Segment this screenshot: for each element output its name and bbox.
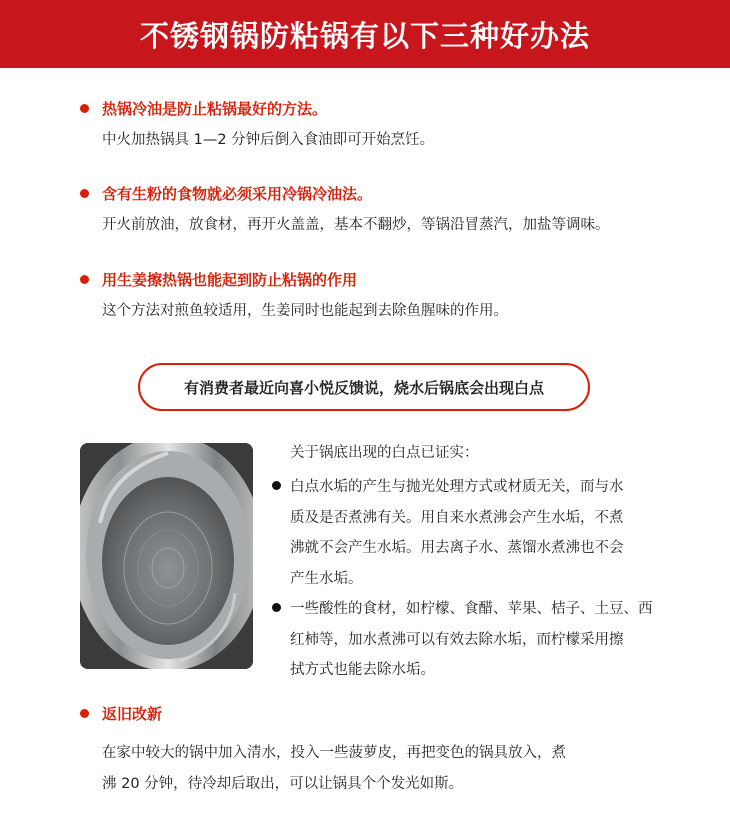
title-banner	[0, 0, 730, 68]
renew-line: 沸 20 分钟，待冷却后取出，可以让锅具个个发光如斯。	[102, 776, 464, 792]
tip-title: 用生姜擦热锅也能起到防止粘锅的作用	[102, 270, 358, 289]
feedback-text: 有消费者最近向喜小悦反馈说，烧水后锅底会出现白点	[183, 378, 544, 397]
tip-body: 这个方法对煎鱼较适用，生姜同时也能起到去除鱼腥味的作用。	[102, 303, 508, 319]
tip-body: 开火前放油，放食材，再开火盖盖，基本不翻炒，等锅沿冒蒸汽，加盐等调味。	[102, 217, 610, 233]
renew-section	[80, 702, 162, 724]
tip-hot-pan-cold-oil	[80, 97, 434, 149]
bullet-icon	[272, 603, 281, 612]
pot-photo	[80, 443, 253, 669]
facts-title: 关于锅底出现的白点已证实：	[290, 445, 479, 461]
renew-line: 在家中较大的锅中加入清水，投入一些菠萝皮，再把变色的锅具放入，煮	[102, 745, 566, 761]
fact-line: 一些酸性的食材，如柠檬、食醋、苹果、桔子、土豆、西	[290, 601, 653, 617]
renew-title: 返旧改新	[102, 704, 163, 723]
bullet-icon	[272, 481, 281, 490]
bullet-icon	[80, 189, 89, 198]
fact-line: 产生水垢。	[290, 570, 363, 587]
tip-title: 热锅冷油是防止粘锅最好的方法。	[102, 99, 328, 118]
fact-line: 质及是否煮沸有关。用自来水煮沸会产生水垢，不煮	[290, 509, 624, 526]
fact-line: 拭方式也能去除水垢。	[290, 662, 435, 678]
fact-line: 白点水垢的产生与抛光处理方式或材质无关，而与水	[290, 479, 624, 495]
bullet-icon	[80, 709, 89, 718]
pot-interior-image	[80, 443, 253, 669]
fact-item	[272, 472, 672, 594]
fact-line: 沸就不会产生水垢。用去离子水、蒸馏水煮沸也不会	[290, 540, 624, 556]
tip-ginger-rub	[80, 268, 508, 320]
fact-item	[272, 594, 672, 686]
bullet-icon	[80, 275, 89, 284]
page-title: 不锈钢锅防粘锅有以下三种好办法	[139, 18, 590, 53]
white-spot-facts	[272, 440, 672, 686]
bullet-icon	[80, 104, 89, 113]
tip-body: 中火加热锅具 1—2 分钟后倒入食油即可开始烹饪。	[102, 132, 435, 148]
tip-cold-pan-cold-oil	[80, 182, 610, 234]
fact-line: 红柿等，加水煮沸可以有效去除水垢，而柠檬采用擦	[290, 631, 624, 648]
feedback-callout	[138, 363, 590, 411]
renew-body	[102, 738, 566, 800]
tip-title: 含有生粉的食物就必须采用冷锅冷油法。	[102, 184, 373, 203]
